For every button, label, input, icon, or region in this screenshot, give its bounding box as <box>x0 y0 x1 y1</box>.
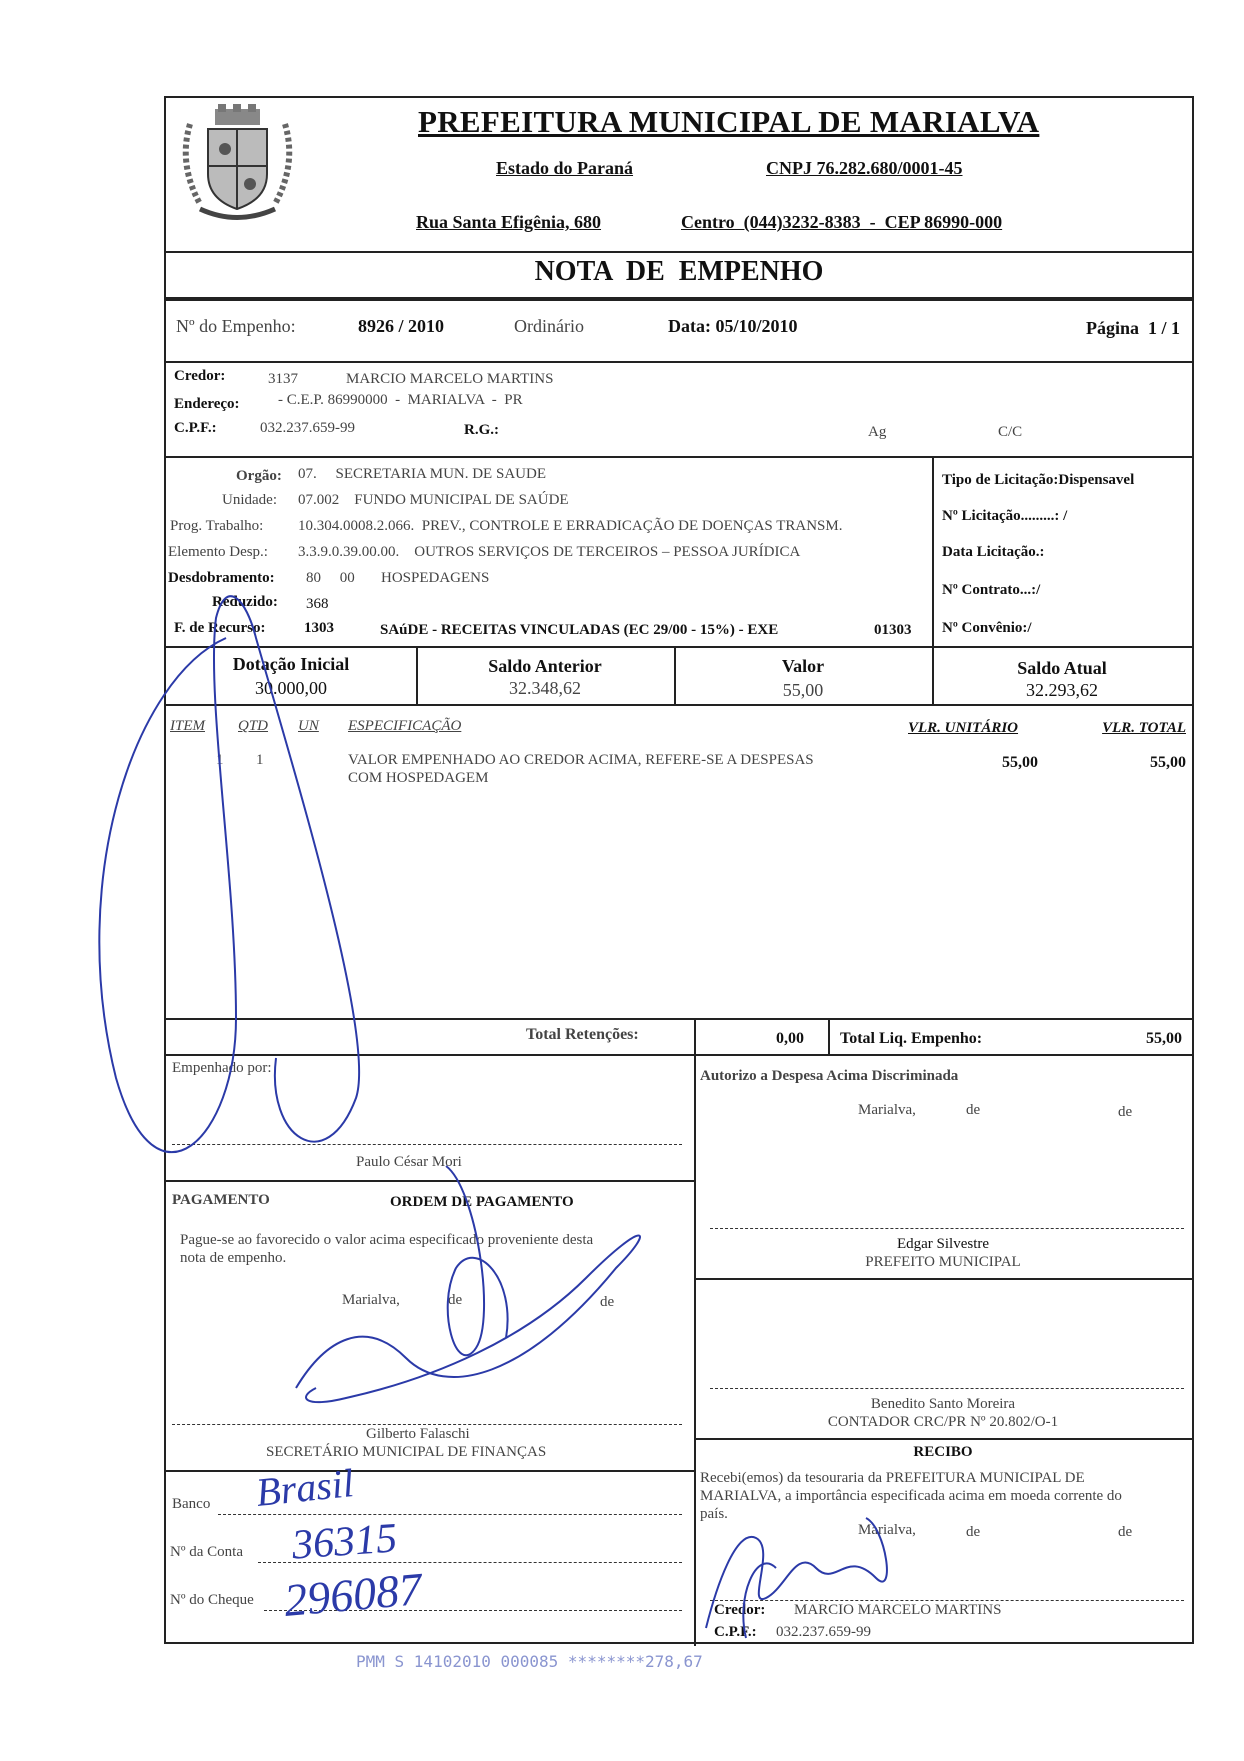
recibo-cpf-label: C.P.F.: <box>714 1624 757 1640</box>
banco-line <box>218 1514 682 1515</box>
col-item: ITEM <box>170 718 205 734</box>
divider <box>828 1018 830 1054</box>
empenho-number: 8926 / 2010 <box>358 316 445 336</box>
saldo-atual-value: 32.293,62 <box>1026 680 1098 700</box>
credor-label: Credor: <box>174 368 226 384</box>
dotacao-label: Dotação Inicial <box>232 654 350 674</box>
recurso-code: 1303 <box>304 620 334 636</box>
retencoes-label: Total Retenções: <box>526 1026 639 1043</box>
valor-label: Valor <box>781 656 825 676</box>
item-qty: 1 <box>256 752 264 768</box>
divider <box>166 251 1192 253</box>
reduzido-label: Reduzido: <box>212 594 278 610</box>
divider <box>166 297 1192 301</box>
recurso-label: F. de Recurso: <box>174 620 266 636</box>
autorizo-city: Marialva, <box>858 1102 916 1118</box>
banco-handwritten: Brasil <box>253 1460 356 1515</box>
item-total-value: 55,00 <box>1150 754 1186 771</box>
ordem-pagamento-label: ORDEM DE PAGAMENTO <box>390 1194 574 1210</box>
recurso-code2: 01303 <box>874 622 912 638</box>
signature-line <box>710 1228 1184 1229</box>
divider <box>694 1018 696 1054</box>
signature-scribble-recibo <box>686 1508 926 1638</box>
pagamento-de2: de <box>600 1294 615 1310</box>
item-number: 1 <box>216 752 224 768</box>
pagamento-de1: de <box>448 1292 463 1308</box>
empenhado-name: Paulo César Mori <box>356 1154 462 1170</box>
credor-address: - C.E.P. 86990000 - MARIALVA - PR <box>278 392 523 408</box>
address-label: Endereço: <box>174 396 240 412</box>
autorizo-de2: de <box>1118 1104 1133 1120</box>
header-contact: Centro (044)3232-8383 - CEP 86990-000 <box>681 212 1003 232</box>
doc-title: NOTA DE EMPENHO <box>534 256 824 287</box>
licitacao-numero: Nº Licitação.........: / <box>942 508 1068 524</box>
conta-handwritten: 36315 <box>290 1515 399 1569</box>
footer-stamp: PMM S 14102010 000085 ********278,67 <box>356 1652 703 1671</box>
nota-de-empenho-document <box>164 96 1194 1644</box>
credor-code: 3137 <box>268 371 298 387</box>
divider <box>166 361 1192 363</box>
recibo-de1: de <box>966 1524 981 1540</box>
saldo-atual-label: Saldo Atual <box>1017 658 1107 678</box>
elemento-value: 3.3.9.0.39.00.00. OUTROS SERVIÇOS DE TERCEIROS – PESSOA JURÍDICA <box>298 544 801 560</box>
desdobramento-value: 80 00 HOSPEDAGENS <box>306 570 490 586</box>
retencoes-value: 0,00 <box>776 1030 804 1047</box>
signature-line <box>710 1388 1184 1389</box>
cpf-label: C.P.F.: <box>174 420 217 436</box>
header-state: Estado do Paraná <box>496 158 634 178</box>
licitacao-convenio: Nº Convênio:/ <box>942 620 1032 636</box>
pagamento-text-line1: Pague-se ao favorecido o valor acima especificado proveniente desta <box>180 1232 594 1248</box>
orgao-value: 07. SECRETARIA MUN. DE SAUDE <box>298 466 546 482</box>
recibo-title: RECIBO <box>913 1444 973 1460</box>
autorizo-de1: de <box>966 1102 981 1118</box>
recibo-de2: de <box>1118 1524 1133 1540</box>
recibo-credor-value: MARCIO MARCELO MARTINS <box>794 1602 1002 1618</box>
divider <box>694 1438 1192 1440</box>
banco-label: Banco <box>172 1496 211 1512</box>
empenho-date: Data: 05/10/2010 <box>668 316 798 336</box>
recurso-desc: SAúDE - RECEITAS VINCULADAS (EC 29/00 - 15%) - EXE <box>380 622 779 638</box>
liquido-value: 55,00 <box>1146 1030 1182 1047</box>
item-spec-line2: COM HOSPEDAGEM <box>348 770 489 786</box>
divider <box>694 1278 1192 1280</box>
valor-value: 55,00 <box>782 680 824 700</box>
recibo-text-line3: país. <box>700 1506 728 1522</box>
item-spec-line1: VALOR EMPENHADO AO CREDOR ACIMA, REFERE-SE A DESPESAS <box>348 752 814 768</box>
mayor-name: Edgar Silvestre <box>896 1236 990 1252</box>
recibo-text-line1: Recebi(emos) da tesouraria da PREFEITURA MUNICIPAL DE <box>700 1470 1085 1486</box>
prog-value: 10.304.0008.2.066. PREV., CONTROLE E ERRADICAÇÃO DE DOENÇAS TRANSM. <box>298 518 843 534</box>
elemento-label: Elemento Desp.: <box>168 544 268 560</box>
unidade-value: 07.002 FUNDO MUNICIPAL DE SAÚDE <box>298 492 569 508</box>
secretary-title: SECRETÁRIO MUNICIPAL DE FINANÇAS <box>266 1444 547 1460</box>
recibo-text-line2: MARIALVA, a importância especificada acima em moeda corrente do <box>700 1488 1122 1504</box>
rg-label: R.G.: <box>464 422 499 438</box>
saldo-anterior-value: 32.348,62 <box>509 678 581 698</box>
coat-of-arms-icon <box>170 104 305 222</box>
autorizo-label: Autorizo a Despesa Acima Discriminada <box>700 1068 959 1084</box>
mayor-title: PREFEITO MUNICIPAL <box>865 1254 1021 1270</box>
unidade-label: Unidade: <box>222 492 277 508</box>
header-cnpj: CNPJ 76.282.680/0001-45 <box>766 158 963 178</box>
reduzido-value: 368 <box>306 596 329 612</box>
recibo-credor-label: Credor: <box>714 1602 766 1618</box>
empenho-type: Ordinário <box>514 316 584 336</box>
col-unit: VLR. UNITÁRIO <box>908 720 1019 736</box>
recibo-cpf-value: 032.237.659-99 <box>776 1624 871 1640</box>
col-spec: ESPECIFICAÇÃO <box>348 718 462 734</box>
col-un: UN <box>298 718 319 734</box>
ag-label: Ag <box>868 424 887 440</box>
accountant-title: CONTADOR CRC/PR Nº 20.802/O-1 <box>827 1414 1059 1430</box>
saldo-anterior-label: Saldo Anterior <box>488 656 602 676</box>
pen-loop-scribble <box>76 578 476 1238</box>
licitacao-contrato: Nº Contrato...:/ <box>942 582 1041 598</box>
desdobramento-label: Desdobramento: <box>168 570 275 586</box>
cheque-handwritten: 296087 <box>282 1563 424 1626</box>
pagamento-text-line2: nota de empenho. <box>180 1250 287 1266</box>
prog-label: Prog. Trabalho: <box>170 518 264 534</box>
cheque-label: Nº do Cheque <box>170 1592 254 1608</box>
liquido-label: Total Liq. Empenho: <box>840 1030 983 1047</box>
conta-label: Nº da Conta <box>170 1544 243 1560</box>
licitacao-data: Data Licitação.: <box>942 544 1045 560</box>
orgao-label: Orgão: <box>236 468 282 484</box>
pagamento-city: Marialva, <box>342 1292 400 1308</box>
recibo-city: Marialva, <box>858 1522 916 1538</box>
accountant-name: Benedito Santo Moreira <box>870 1396 1016 1412</box>
col-qtd: QTD <box>238 718 269 734</box>
header-address: Rua Santa Efigênia, 680 <box>416 212 602 232</box>
signature-scribble-payment <box>286 1158 706 1438</box>
item-unit-value: 55,00 <box>1002 754 1038 771</box>
empenhado-label: Empenhado por: <box>172 1060 272 1076</box>
empenho-label: Nº do Empenho: <box>176 316 296 336</box>
dotacao-value: 30.000,00 <box>255 678 327 698</box>
secretary-name: Gilberto Falaschi <box>366 1426 470 1442</box>
divider <box>166 1470 694 1472</box>
pagamento-label: PAGAMENTO <box>172 1192 270 1208</box>
credor-name: MARCIO MARCELO MARTINS <box>346 371 554 387</box>
col-total: VLR. TOTAL <box>1102 720 1186 736</box>
licitacao-tipo: Tipo de Licitação:Dispensavel <box>942 472 1135 488</box>
empenho-page: Página 1 / 1 <box>1085 318 1180 338</box>
cc-label: C/C <box>998 424 1023 440</box>
divider <box>932 456 934 646</box>
credor-cpf: 032.237.659-99 <box>260 420 355 436</box>
divider <box>166 456 1192 458</box>
header-title: PREFEITURA MUNICIPAL DE MARIALVA <box>418 104 1040 139</box>
